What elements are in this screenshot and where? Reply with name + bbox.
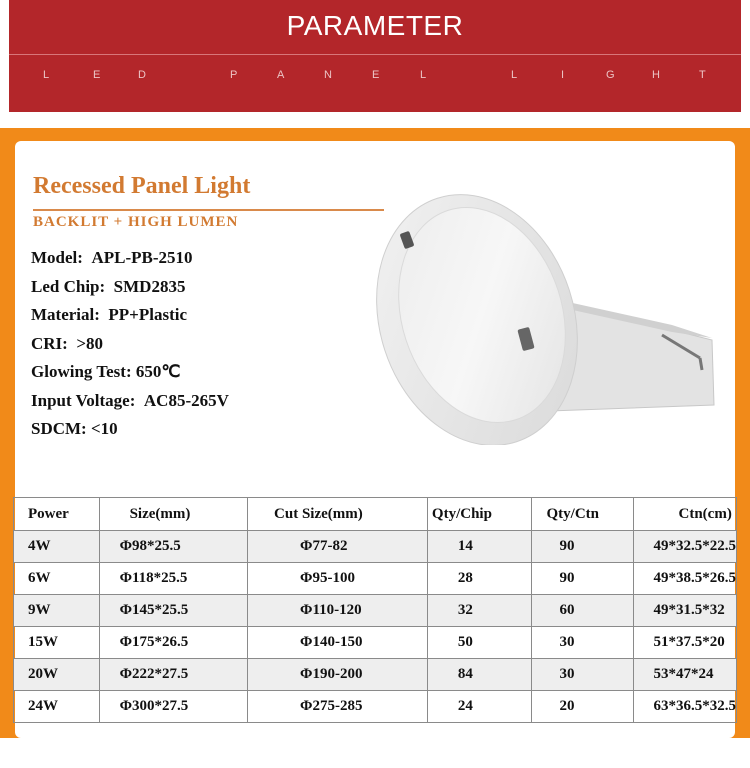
table-cell: 14 — [427, 531, 531, 563]
product-title: Recessed Panel Light — [33, 173, 251, 199]
banner-letter: L — [43, 69, 50, 81]
table-cell: 4W — [14, 531, 100, 563]
table-cell: 28 — [427, 563, 531, 595]
table-cell: 49*38.5*26.5 — [633, 563, 737, 595]
product-subtitle: BACKLIT + HIGH LUMEN — [33, 214, 239, 230]
table-cell: 84 — [427, 659, 531, 691]
table-cell: 63*36.5*32.5 — [633, 691, 737, 723]
table-cell: Φ98*25.5 — [99, 531, 247, 563]
table-cell: Φ77-82 — [248, 531, 428, 563]
banner-letter: T — [699, 69, 706, 81]
table-cell: 49*32.5*22.5 — [633, 531, 737, 563]
banner-letter: L — [420, 69, 427, 81]
table-cell: Φ222*27.5 — [99, 659, 247, 691]
parameter-table — [13, 497, 737, 723]
table-cell: 20W — [14, 659, 100, 691]
column-header: Size(mm) — [99, 498, 247, 531]
table-cell: 60 — [531, 595, 633, 627]
table-cell: Φ190-200 — [248, 659, 428, 691]
banner-letter: D — [138, 69, 146, 81]
table-cell: 15W — [14, 627, 100, 659]
banner-letter: A — [277, 69, 285, 81]
spec-input-voltage: Input Voltage: AC85-265V — [31, 390, 229, 410]
spec-model: Model: APL-PB-2510 — [31, 248, 193, 267]
banner-letter: I — [561, 69, 565, 81]
title-underline — [33, 209, 384, 211]
spec-sdcm: SDCM: <10 — [31, 419, 118, 438]
table-cell: Φ275-285 — [248, 691, 428, 723]
banner-letter: E — [372, 69, 380, 81]
table-cell: Φ140-150 — [248, 627, 428, 659]
table-cell: Φ118*25.5 — [99, 563, 247, 595]
table-cell: Φ110-120 — [248, 595, 428, 627]
table-row — [14, 531, 737, 563]
spec-list — [31, 248, 229, 448]
table-row — [14, 595, 737, 627]
banner-letter: L — [511, 69, 518, 81]
banner-letter: P — [230, 69, 238, 81]
table-cell: Φ95-100 — [248, 563, 428, 595]
banner-title: PARAMETER — [286, 10, 464, 41]
table-header-row — [14, 498, 737, 531]
column-header: Ctn(cm) — [633, 498, 737, 531]
table-cell: 9W — [14, 595, 100, 627]
spec-led-chip: Led Chip: SMD2835 — [31, 276, 186, 296]
table-row — [14, 691, 737, 723]
banner-letter: N — [324, 69, 332, 81]
table-cell: 6W — [14, 563, 100, 595]
table-cell: 24W — [14, 691, 100, 723]
column-header: Power — [14, 498, 100, 531]
banner-divider — [9, 54, 741, 55]
table-cell: Φ175*26.5 — [99, 627, 247, 659]
banner-letter: E — [93, 69, 101, 81]
column-header: Cut Size(mm) — [248, 498, 428, 531]
banner-letter: G — [606, 69, 615, 81]
table-cell: 49*31.5*32 — [633, 595, 737, 627]
table-cell: 20 — [531, 691, 633, 723]
table-cell: 30 — [531, 659, 633, 691]
spec-glowing-test: Glowing Test: 650℃ — [31, 362, 181, 381]
banner-letter: H — [652, 69, 660, 81]
table-cell: 32 — [427, 595, 531, 627]
table-cell: 30 — [531, 627, 633, 659]
led-panel-light-image — [372, 160, 722, 445]
table-row — [14, 627, 737, 659]
table-cell: 24 — [427, 691, 531, 723]
table-cell: 51*37.5*20 — [633, 627, 737, 659]
column-header: Qty/Ctn — [531, 498, 633, 531]
table-cell: 90 — [531, 563, 633, 595]
table-row — [14, 659, 737, 691]
column-header: Qty/Chip — [427, 498, 531, 531]
table-cell: 53*47*24 — [633, 659, 737, 691]
spec-material: Material: PP+Plastic — [31, 305, 188, 324]
table-cell: Φ145*25.5 — [99, 595, 247, 627]
table-cell: 50 — [427, 627, 531, 659]
parameter-banner — [9, 0, 741, 112]
table-cell: Φ300*27.5 — [99, 691, 247, 723]
table-row — [14, 563, 737, 595]
spec-cri: CRI: >80 — [31, 333, 104, 353]
table-cell: 90 — [531, 531, 633, 563]
